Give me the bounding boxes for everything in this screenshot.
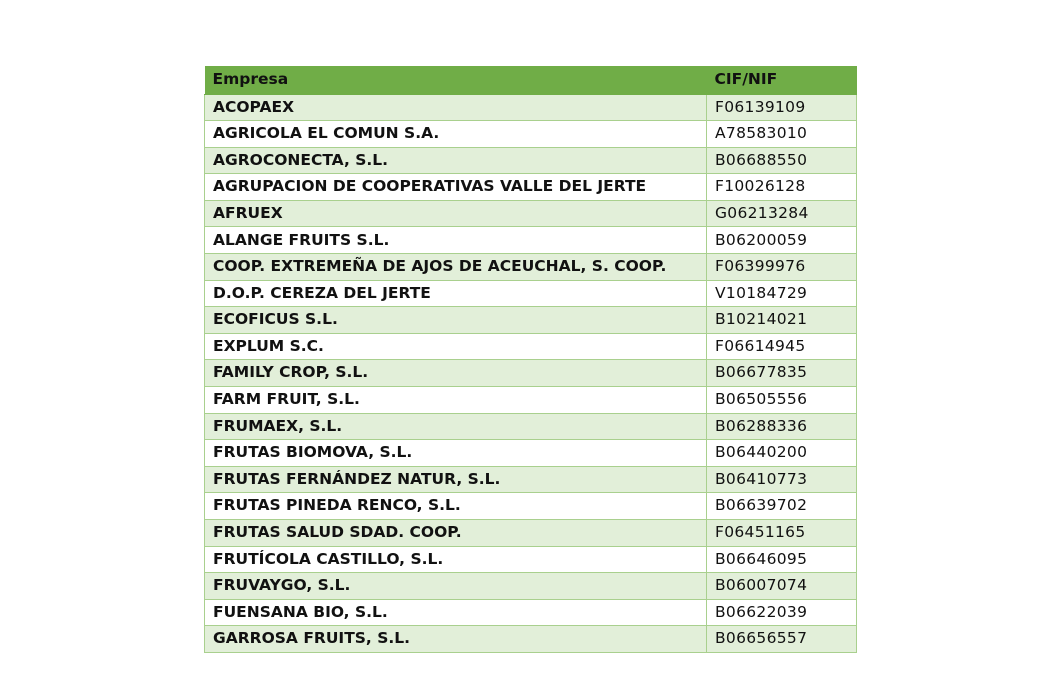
table-header-row xyxy=(205,66,857,94)
table-row xyxy=(205,121,857,148)
table-row xyxy=(205,466,857,493)
table-row xyxy=(205,254,857,281)
cif-value: B06200059 xyxy=(707,227,857,254)
company-table xyxy=(204,66,857,653)
table-row xyxy=(205,413,857,440)
company-name: AGROCONECTA, S.L. xyxy=(205,147,707,174)
cif-value: B06688550 xyxy=(707,147,857,174)
cif-value: A78583010 xyxy=(707,121,857,148)
table-row xyxy=(205,440,857,467)
table-row xyxy=(205,599,857,626)
company-name: ACOPAEX xyxy=(205,94,707,121)
company-name: FRUTAS BIOMOVA, S.L. xyxy=(205,440,707,467)
company-name: FRUTAS PINEDA RENCO, S.L. xyxy=(205,493,707,520)
table-body xyxy=(205,94,857,652)
table-row xyxy=(205,94,857,121)
cif-value: F06614945 xyxy=(707,333,857,360)
cif-value: B10214021 xyxy=(707,307,857,334)
header-company: Empresa xyxy=(205,66,707,94)
cif-value: B06505556 xyxy=(707,387,857,414)
company-name: COOP. EXTREMEÑA DE AJOS DE ACEUCHAL, S. COOP. xyxy=(205,254,707,281)
cif-value: F10026128 xyxy=(707,174,857,201)
company-name: ECOFICUS S.L. xyxy=(205,307,707,334)
company-name: FARM FRUIT, S.L. xyxy=(205,387,707,414)
cif-value: B06677835 xyxy=(707,360,857,387)
table-row xyxy=(205,307,857,334)
table-row xyxy=(205,493,857,520)
company-name: FRUTAS SALUD SDAD. COOP. xyxy=(205,520,707,547)
table-row xyxy=(205,227,857,254)
company-name: ALANGE FRUITS S.L. xyxy=(205,227,707,254)
cif-value: B06639702 xyxy=(707,493,857,520)
table-row xyxy=(205,174,857,201)
company-name: FRUTÍCOLA CASTILLO, S.L. xyxy=(205,546,707,573)
table-row xyxy=(205,200,857,227)
table-row xyxy=(205,360,857,387)
cif-value: F06451165 xyxy=(707,520,857,547)
company-name: FAMILY CROP, S.L. xyxy=(205,360,707,387)
company-name: AFRUEX xyxy=(205,200,707,227)
company-name: FUENSANA BIO, S.L. xyxy=(205,599,707,626)
cif-value: V10184729 xyxy=(707,280,857,307)
company-name: FRUTAS FERNÁNDEZ NATUR, S.L. xyxy=(205,466,707,493)
cif-value: F06139109 xyxy=(707,94,857,121)
company-name: EXPLUM S.C. xyxy=(205,333,707,360)
table-row xyxy=(205,333,857,360)
cif-value: B06007074 xyxy=(707,573,857,600)
company-name: FRUMAEX, S.L. xyxy=(205,413,707,440)
company-name: GARROSA FRUITS, S.L. xyxy=(205,626,707,653)
cif-value: B06440200 xyxy=(707,440,857,467)
table-row xyxy=(205,387,857,414)
cif-value: B06656557 xyxy=(707,626,857,653)
cif-value: B06410773 xyxy=(707,466,857,493)
table-row xyxy=(205,280,857,307)
cif-value: F06399976 xyxy=(707,254,857,281)
table-row xyxy=(205,546,857,573)
company-name: AGRUPACION DE COOPERATIVAS VALLE DEL JERTE xyxy=(205,174,707,201)
company-name: D.O.P. CEREZA DEL JERTE xyxy=(205,280,707,307)
cif-value: B06646095 xyxy=(707,546,857,573)
company-name: AGRICOLA EL COMUN S.A. xyxy=(205,121,707,148)
cif-value: G06213284 xyxy=(707,200,857,227)
table-row xyxy=(205,573,857,600)
table-row xyxy=(205,147,857,174)
company-name: FRUVAYGO, S.L. xyxy=(205,573,707,600)
cif-value: B06288336 xyxy=(707,413,857,440)
header-cif: CIF/NIF xyxy=(707,66,857,94)
table-row xyxy=(205,520,857,547)
cif-value: B06622039 xyxy=(707,599,857,626)
table-row xyxy=(205,626,857,653)
